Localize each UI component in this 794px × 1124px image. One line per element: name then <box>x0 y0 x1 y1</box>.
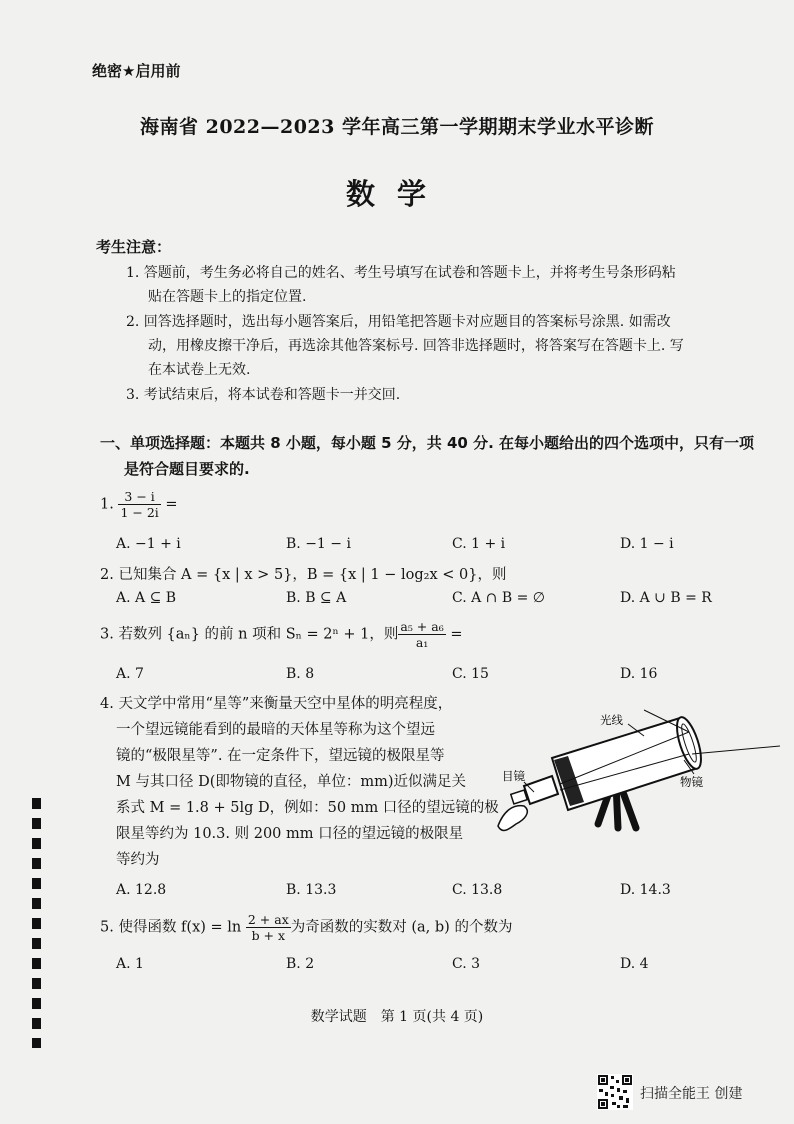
notice-item: 在本试卷上无效. <box>148 362 251 378</box>
option-a: A. 1 <box>116 956 144 972</box>
notice-item: 2. 回答选择题时，选出每小题答案后，用铅笔把答题卡对应题目的答案标号涂黑. 如需改 <box>126 314 671 330</box>
option-c: C. A ∩ B = ∅ <box>452 590 545 606</box>
option-b: B. B ⊆ A <box>286 590 347 606</box>
option-c: C. 15 <box>452 666 489 682</box>
section-heading: 一、单项选择题：本题共 8 小题，每小题 5 分，共 40 分. 在每小题给出的四个选项中，只有一项 <box>100 434 755 452</box>
page-footer: 数学试题 第 1 页(共 4 页) <box>310 1009 484 1025</box>
subject-title: 数学 <box>345 177 448 211</box>
option-b: B. 8 <box>286 666 315 682</box>
option-a: A. 7 <box>116 666 144 682</box>
notice-item: 3. 考试结束后，将本试卷和答题卡一并交回. <box>126 387 401 403</box>
option-c: C. 13.8 <box>452 882 503 898</box>
question-4-line: M 与其口径 D(即物镜的直径，单位：mm)近似满足关 <box>116 774 467 790</box>
question-4-line: 限星等约为 10.3. 则 200 mm 口径的望远镜的极限星 <box>116 826 464 842</box>
question-3-stem: 3. 若数列 {aₙ} 的前 n 项和 Sₙ = 2ⁿ + 1，则 $\frac{\text{a₅ + a₆}}{\text{a₁}}$ = <box>100 619 463 650</box>
exam-title: 海南省 2022—2023 学年高三第一学期期末学业水平诊断 <box>140 116 654 138</box>
telescope-figure <box>494 702 784 868</box>
label-eyepiece: 目镜 <box>502 769 525 783</box>
label-light: 光线 <box>600 713 623 727</box>
option-d: D. 14.3 <box>620 882 671 898</box>
confidential-mark: 绝密★启用前 <box>92 62 181 80</box>
option-b: B. 13.3 <box>286 882 337 898</box>
option-c: C. 1 + i <box>452 536 506 552</box>
scanner-watermark: 扫描全能王 创建 <box>640 1086 743 1102</box>
telescope-tube <box>511 710 780 810</box>
label-objective: 物镜 <box>680 775 703 789</box>
fraction: $\frac{3 - i}{1 - 2i}$ <box>120 489 159 520</box>
question-4-line: 等约为 <box>116 852 160 868</box>
option-d: D. 16 <box>620 666 658 682</box>
option-d: D. A ∪ B = R <box>620 590 712 606</box>
scan-edge-marks <box>32 798 44 1048</box>
question-5-stem: 5. 使得函数 f(x) = ln $\frac{2 + ax}{b + x}$ 为奇函数的实数对 (a, b) 的个数为 <box>100 912 513 943</box>
option-c: C. 3 <box>452 956 481 972</box>
question-2-stem: 2. 已知集合 A = {x | x > 5}，B = {x | 1 − log₂x < 0}，则 <box>100 567 507 583</box>
hand-sketch <box>498 806 527 831</box>
question-1-stem: 1. $\frac{3 - i}{1 - 2i}$ = <box>100 489 178 520</box>
notice-item: 动，用橡皮擦干净后，再选涂其他答案标号. 回答非选择题时，将答案写在答题卡上. 写 <box>148 338 684 354</box>
option-d: D. 4 <box>620 956 649 972</box>
option-b: B. −1 − i <box>286 536 351 552</box>
notice-item: 贴在答题卡上的指定位置. <box>148 289 307 305</box>
option-d: D. 1 − i <box>620 536 674 552</box>
notice-item: 1. 答题前，考生务必将自己的姓名、考生号填写在试卷和答题卡上，并将考生号条形码粘 <box>126 265 676 281</box>
qr-code-icon <box>597 1074 633 1110</box>
fraction: $\frac{\text{a₅ + a₆}}{\text{a₁}}$ <box>400 619 444 650</box>
question-4-line: 镜的“极限星等”. 在一定条件下，望远镜的极限星等 <box>116 748 445 764</box>
question-4-line: 4. 天文学中常用“星等”来衡量天空中星体的明亮程度， <box>100 696 453 712</box>
question-4-line: 一个望远镜能看到的最暗的天体星等称为这个望远 <box>116 722 435 738</box>
section-heading-cont: 是符合题目要求的. <box>124 460 250 478</box>
option-a: A. 12.8 <box>116 882 167 898</box>
notice-heading: 考生注意： <box>96 238 172 256</box>
option-a: A. A ⊆ B <box>116 590 177 606</box>
option-a: A. −1 + i <box>116 536 181 552</box>
question-4-line: 系式 M = 1.8 + 5lg D，例如：50 mm 口径的望远镜的极 <box>116 800 499 816</box>
option-b: B. 2 <box>286 956 315 972</box>
fraction: $\frac{2 + ax}{b + x}$ <box>247 912 289 943</box>
